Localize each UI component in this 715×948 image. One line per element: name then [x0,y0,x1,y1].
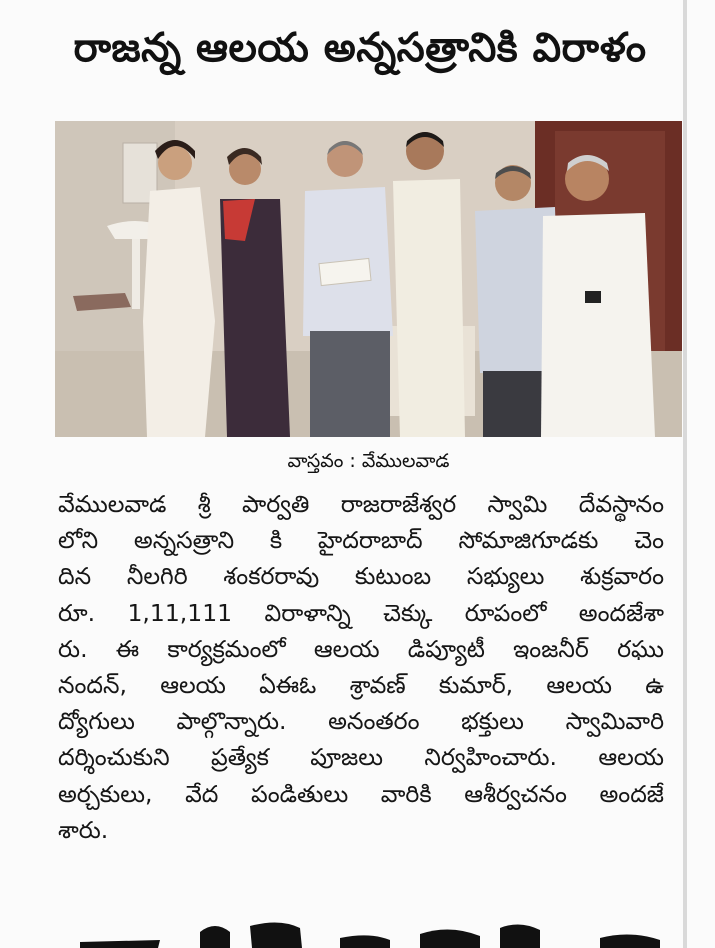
body-line: లోని అన్నసత్రాని కి హైదరాబాద్ సోమాజిగూడకు చెం [58,526,664,555]
column-border [683,0,687,948]
body-line: ద్యోగులు పాల్గొన్నారు. అనంతరం భక్తులు స్వామివారి [58,707,664,736]
body-line: నందన్, ఆలయ ఏఈఓ శ్రావణ్ కుమార్, ఆలయ ఉ [58,670,664,699]
body-line: రూ. 1,11,111 విరాళాన్ని చెక్కు రూపంలో అందజేశా [58,598,664,627]
clipped-headline-glyphs [40,918,680,948]
body-line: దర్శించుకుని ప్రత్యేక పూజలు నిర్వహించారు. ఆలయ [58,743,664,772]
body-line: అర్చకులు, వేద పండితులు వారికి ఆశీర్వచనం అందజే [58,779,664,808]
body-line: రు. ఈ కార్యక్రమంలో ఆలయ డిప్యూటీ ఇంజనీర్ రఘు [58,634,664,663]
body-line: వేములవాడ శ్రీ పార్వతి రాజరాజేశ్వర స్వామి దేవస్థానం [58,490,664,518]
photo-caption: వాస్తవం : వేములవాడ [287,450,450,472]
article-photo [55,121,682,437]
article-body [58,486,664,848]
body-line: శారు. [58,815,109,844]
body-line: దిన నీలగిరి శంకరరావు కుటుంబ సభ్యులు శుక్రవారం [58,562,664,591]
next-article-headline-clipped [40,918,680,948]
article-headline: రాజన్న ఆలయ అన్నసత్రానికి విరాళం [73,25,647,71]
